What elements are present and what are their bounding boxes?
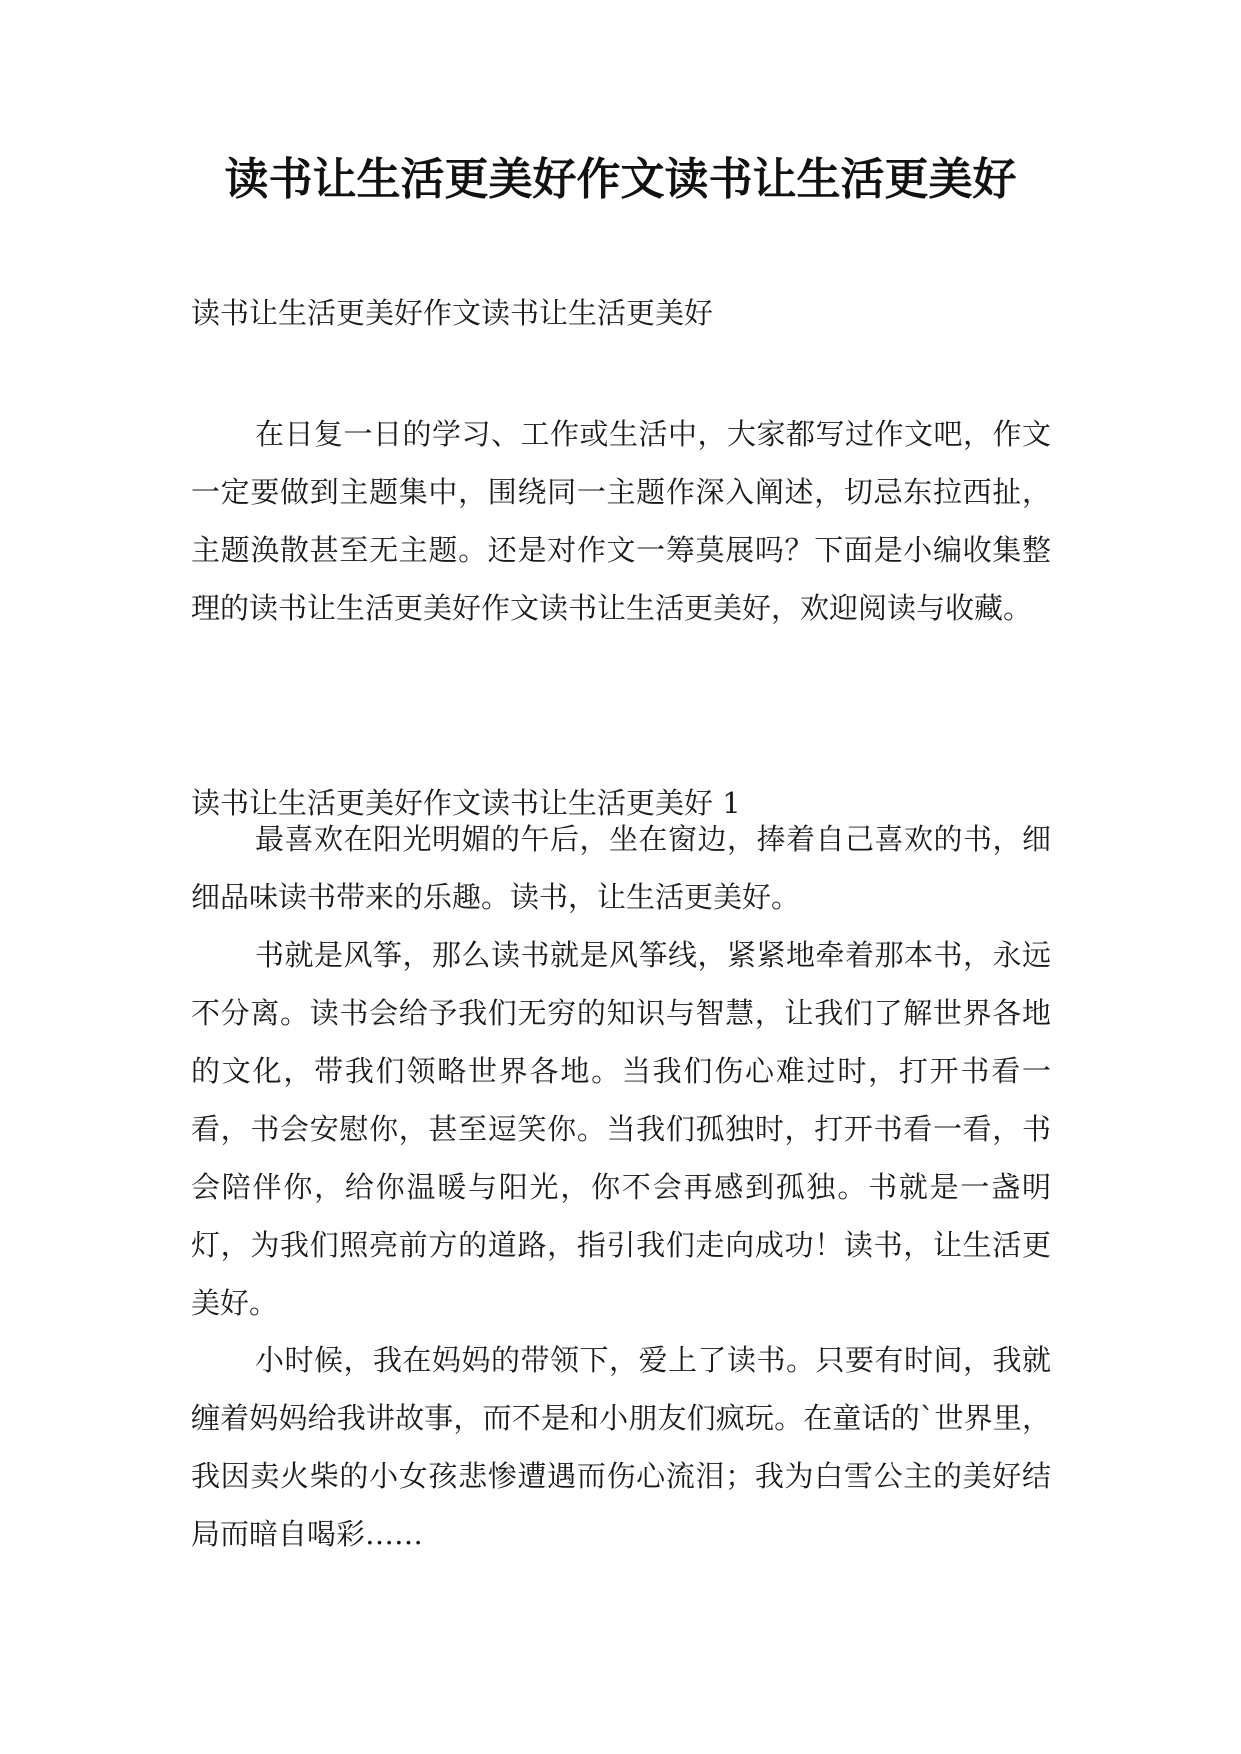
document-title: 读书让生活更美好作文读书让生活更美好 <box>224 154 1017 205</box>
document-subtitle: 读书让生活更美好作文读书让生活更美好 <box>191 296 714 330</box>
body-paragraph-1: 最喜欢在阳光明媚的午后，坐在窗边，捧着自己喜欢的书，细细品味读书带来的乐趣。读书，让生活更美好。 <box>191 822 1051 914</box>
body-paragraph-2: 书就是风筝，那么读书就是风筝线，紧紧地牵着那本书，永远不分离。读书会给予我们无穷的知识与智慧，让我们了解世界各地的文化，带我们领略世界各地。当我们伤心难过时，打开书看一看，书会安慰你，甚至逗笑你。当我们孤独时，打开书看一看，书会陪伴你，给你温暖与阳光，你不会再感到孤独。书就是一盏明灯，为我们照亮前方的道路，指引我们走向成功！读书，让生活更美好。 <box>191 938 1051 1320</box>
section-heading: 读书让生活更美好作文读书让生活更美好 1 <box>191 786 741 820</box>
intro-paragraph: 在日复一日的学习、工作或生活中，大家都写过作文吧，作文一定要做到主题集中，围绕同一主题作深入阐述，切忌东拉西扯，主题涣散甚至无主题。还是对作文一筹莫展吗？下面是小编收集整理的读书让生活更美好作文读书让生活更美好，欢迎阅读与收藏。 <box>191 417 1051 625</box>
body-paragraph-3: 小时候，我在妈妈的带领下，爱上了读书。只要有时间，我就缠着妈妈给我讲故事，而不是和小朋友们疯玩。在童话的`世界里，我因卖火柴的小女孩悲惨遭遇而伤心流泪；我为白雪公主的美好结局而暗自喝彩…… <box>191 1343 1051 1551</box>
